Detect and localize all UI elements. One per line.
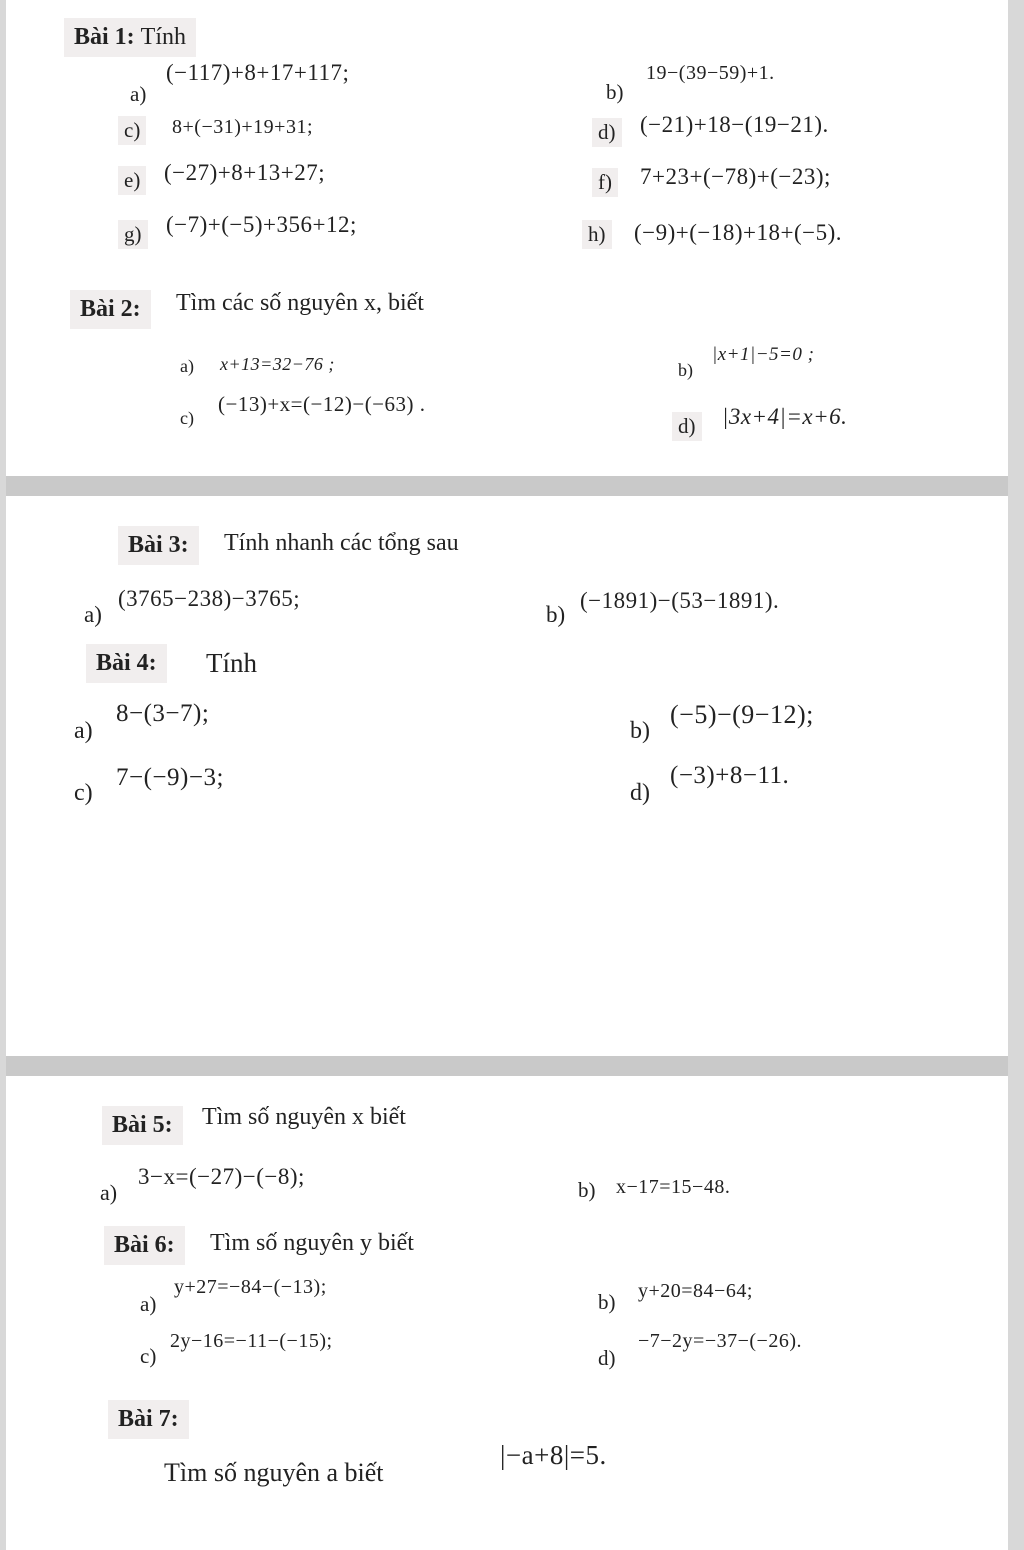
bai3-a-label: a) (84, 602, 102, 627)
bai5-title: Tìm số nguyên x biết (202, 1104, 406, 1130)
bai6-b-label: b) (598, 1290, 616, 1314)
bai1-c-expr: 8+(−31)+19+31; (172, 116, 313, 138)
bai3-title: Tính nhanh các tổng sau (224, 530, 459, 556)
bai2-b-expr: |x+1|−5=0 ; (712, 344, 815, 365)
bai4-b-label: b) (630, 718, 650, 744)
bai2-d-label: d) (672, 412, 702, 441)
bai2-c-expr: (−13)+x=(−12)−(−63) . (218, 392, 426, 416)
bai1-c-label: c) (118, 116, 146, 145)
right-edge (1008, 0, 1024, 1550)
bai6-a-expr: y+27=−84−(−13); (174, 1276, 327, 1298)
bai4-title: Tính (206, 648, 257, 678)
bai4-b-expr: (−5)−(9−12); (670, 700, 814, 729)
bai1-e-expr: (−27)+8+13+27; (164, 160, 326, 185)
bai2-d-expr: |3x+4|=x+6. (722, 404, 848, 429)
bai6-title: Tìm số nguyên y biết (210, 1230, 414, 1256)
bai7-heading-label: Bài 7: (118, 1406, 179, 1432)
bai4-a-label: a) (74, 718, 93, 744)
bai2-a-expr: x+13=32−76 ; (220, 354, 335, 374)
bai1-d-expr: (−21)+18−(19−21). (640, 112, 829, 137)
bai1-h-expr: (−9)+(−18)+18+(−5). (634, 220, 843, 245)
bai2-b-label: b) (678, 360, 693, 380)
bai1-f-expr: 7+23+(−78)+(−23); (640, 164, 831, 189)
bai1-b-expr: 19−(39−59)+1. (646, 62, 775, 84)
bai7-expr: |−a+8|=5. (500, 1440, 607, 1470)
bai4-d-label: d) (630, 780, 650, 806)
bai1-b-label: b) (606, 80, 624, 104)
bai3-b-label: b) (546, 602, 566, 627)
bai5-b-label: b) (578, 1178, 596, 1202)
worksheet-panel-3 (6, 1076, 1008, 1550)
bai6-d-expr: −7−2y=−37−(−26). (638, 1330, 802, 1352)
bai3-b-expr: (−1891)−(53−1891). (580, 588, 780, 613)
bai1-a-label: a) (130, 82, 147, 106)
bai6-a-label: a) (140, 1292, 157, 1316)
bai6-d-label: d) (598, 1346, 616, 1370)
bai5-b-expr: x−17=15−48. (616, 1176, 731, 1198)
bai1-d-label: d) (592, 118, 622, 147)
bai1-e-label: e) (118, 166, 146, 195)
bai5-heading-label: Bài 5: (112, 1112, 173, 1138)
worksheet-panel-2 (6, 496, 1008, 1056)
bai1-f-label: f) (592, 168, 618, 197)
worksheet-panel-1 (6, 0, 1008, 476)
bai1-heading-label: Bài 1: (74, 24, 135, 50)
bai5-a-expr: 3−x=(−27)−(−8); (138, 1164, 305, 1189)
bai2-c-label: c) (180, 408, 194, 428)
bai4-d-expr: (−3)+8−11. (670, 762, 790, 789)
bai1-g-label: g) (118, 220, 148, 249)
bai7-text: Tìm số nguyên a biết (164, 1458, 384, 1487)
bai5-a-label: a) (100, 1180, 118, 1205)
bai3-heading (118, 526, 199, 565)
bai3-a-expr: (3765−238)−3765; (118, 586, 301, 611)
bai3-heading-label: Bài 3: (128, 532, 189, 558)
bai2-a-label: a) (180, 356, 194, 376)
bai1-title: Tính (140, 24, 186, 50)
bai2-title: Tìm các số nguyên x, biết (176, 290, 424, 316)
bai6-b-expr: y+20=84−64; (638, 1280, 753, 1302)
bai4-c-expr: 7−(−9)−3; (116, 764, 224, 791)
bai5-heading (102, 1106, 183, 1145)
bai6-c-label: c) (140, 1344, 157, 1368)
bai6-heading-label: Bài 6: (114, 1232, 175, 1258)
bai1-a-expr: (−117)+8+17+117; (166, 60, 350, 85)
bai4-a-expr: 8−(3−7); (116, 700, 210, 727)
bai4-heading-label: Bài 4: (96, 650, 157, 676)
bai1-h-label: h) (582, 220, 612, 249)
bai6-heading (104, 1226, 185, 1265)
bai1-heading (64, 18, 196, 57)
bai4-c-label: c) (74, 780, 93, 806)
bai2-heading-label: Bài 2: (80, 296, 141, 322)
bai7-heading (108, 1400, 189, 1439)
bai1-g-expr: (−7)+(−5)+356+12; (166, 212, 357, 237)
bai2-heading (70, 290, 151, 329)
bai6-c-expr: 2y−16=−11−(−15); (170, 1330, 333, 1352)
bai4-heading (86, 644, 167, 683)
